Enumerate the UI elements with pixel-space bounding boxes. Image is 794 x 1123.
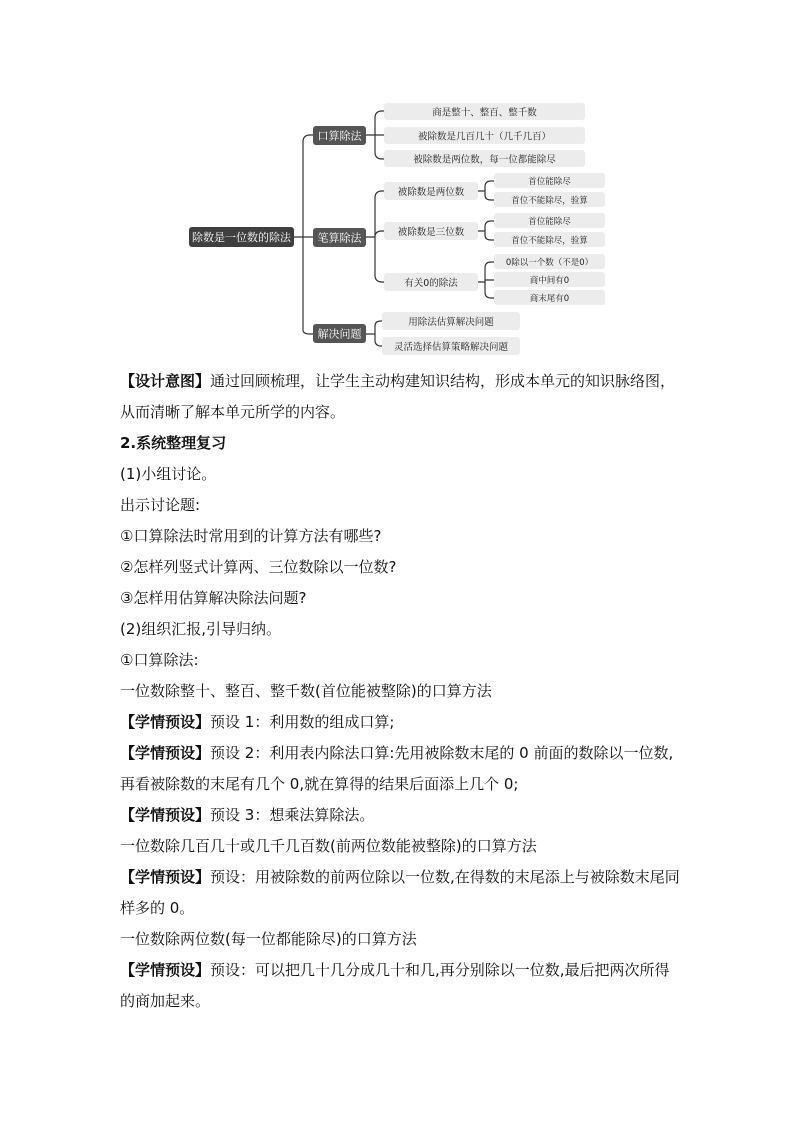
- mindmap-leaf: [494, 213, 605, 228]
- node-label: 被除数是两位数，每一位都能除尽: [413, 154, 556, 166]
- preset-text: 预设 3：想乘法算除法。: [210, 806, 375, 824]
- knowledge-mindmap: [0, 0, 794, 360]
- mindmap-leaf: [494, 272, 605, 287]
- preset-1: [120, 707, 680, 738]
- mindmap-node: [384, 150, 585, 167]
- mindmap-node: [384, 222, 478, 240]
- design-intent-text: 通过回顾梳理，让学生主动构建知识结构，形成本单元的知识脉络图，从而清晰了解本单元所学的内容。: [120, 372, 676, 421]
- leaf-label: 首位能除尽: [528, 177, 571, 187]
- preset-text: 预设：用被除数的前两位除以一位数,在得数的末尾添上与被除数末尾同样多的 0。: [120, 868, 680, 917]
- mindmap-branch-written: [313, 228, 366, 247]
- node-label: 被除数是三位数: [397, 227, 465, 238]
- section-title: 2.系统整理复习: [120, 434, 227, 452]
- mindmap-node: [382, 312, 520, 330]
- question-3: ③怎样用估算解决除法问题?: [120, 589, 307, 607]
- lesson-document: [120, 366, 680, 1017]
- leaf-label: 首位能除尽: [528, 217, 571, 227]
- question-2: ②怎样列竖式计算两、三位数除以一位数?: [120, 558, 397, 576]
- leaf-label: 首位不能除尽，验算: [511, 196, 588, 206]
- mindmap-node: [384, 103, 585, 120]
- preset-text: 预设 1：利用数的组成口算;: [210, 713, 395, 731]
- mindmap-leaf: [494, 192, 605, 207]
- step-1: (1)小组讨论。: [120, 465, 217, 483]
- preset-tag: 【学情预设】: [120, 744, 211, 762]
- preset-text: 预设：可以把几十几分成几十和几,再分别除以一位数,最后把两次所得的商加起来。: [120, 961, 670, 1010]
- preset-4: [120, 862, 680, 924]
- preset-tag: 【学情预设】: [120, 961, 211, 979]
- case-2: 一位数除几百几十或几千几百数(前两位数能被整除)的口算方法: [120, 837, 537, 855]
- mindmap-root: [189, 227, 294, 247]
- node-label: 被除数是两位数: [397, 187, 465, 198]
- preset-text: 预设 2：利用表内除法口算:先用被除数末尾的 0 前面的数除以一位数,再看被除数的末尾有几个 0,就在算得的结果后面添上几个 0;: [120, 744, 674, 793]
- preset-3: [120, 800, 680, 831]
- leaf-label: 首位不能除尽，验算: [511, 236, 588, 246]
- case-3: 一位数除两位数(每一位都能除尽)的口算方法: [120, 930, 417, 948]
- mindmap-leaf: [494, 254, 605, 269]
- mindmap-branch-oral: [313, 126, 366, 145]
- leaf-label: 商中间有0: [529, 276, 570, 286]
- branch-label: 笔算除法: [317, 231, 362, 245]
- branch-label: 解决问题: [317, 327, 362, 341]
- mindmap-leaf: [494, 173, 605, 188]
- leaf-label: 商末尾有0: [529, 294, 570, 304]
- preset-tag: 【学情预设】: [120, 868, 211, 886]
- mindmap-leaf: [494, 290, 605, 305]
- question-1: ①口算除法时常用到的计算方法有哪些?: [120, 527, 382, 545]
- mindmap-leaf: [494, 232, 605, 247]
- leaf-label: 0除以一个数（不是0）: [505, 258, 594, 268]
- node-label: 灵活选择估算策略解决问题: [393, 342, 509, 353]
- node-label: 用除法估算解决问题: [408, 317, 494, 328]
- preset-5: [120, 955, 680, 1017]
- mindmap-node: [384, 127, 585, 144]
- node-label: 商是整十、整百、整千数: [432, 107, 537, 119]
- mindmap-root-label: 除数是一位数的除法: [192, 231, 291, 244]
- design-intent-tag: 【设计意图】: [120, 372, 211, 390]
- case-1: 一位数除整十、整百、整千数(首位能被整除)的口算方法: [120, 682, 492, 700]
- design-intent-paragraph: [120, 366, 680, 428]
- node-label: 有关0的除法: [404, 278, 458, 289]
- mindmap-node: [382, 337, 520, 355]
- discussion-intro: 出示讨论题:: [120, 496, 201, 514]
- node-label: 被除数是几百几十（几千几百）: [417, 131, 552, 143]
- branch-label: 口算除法: [317, 129, 362, 143]
- mindmap-node: [384, 182, 478, 200]
- mindmap-branch-problems: [313, 324, 366, 343]
- step-2: (2)组织汇报,引导归纳。: [120, 620, 282, 638]
- mindmap-node: [384, 273, 478, 291]
- preset-tag: 【学情预设】: [120, 806, 211, 824]
- preset-tag: 【学情预设】: [120, 713, 211, 731]
- subsection-oral: ①口算除法:: [120, 651, 199, 669]
- preset-2: [120, 738, 680, 800]
